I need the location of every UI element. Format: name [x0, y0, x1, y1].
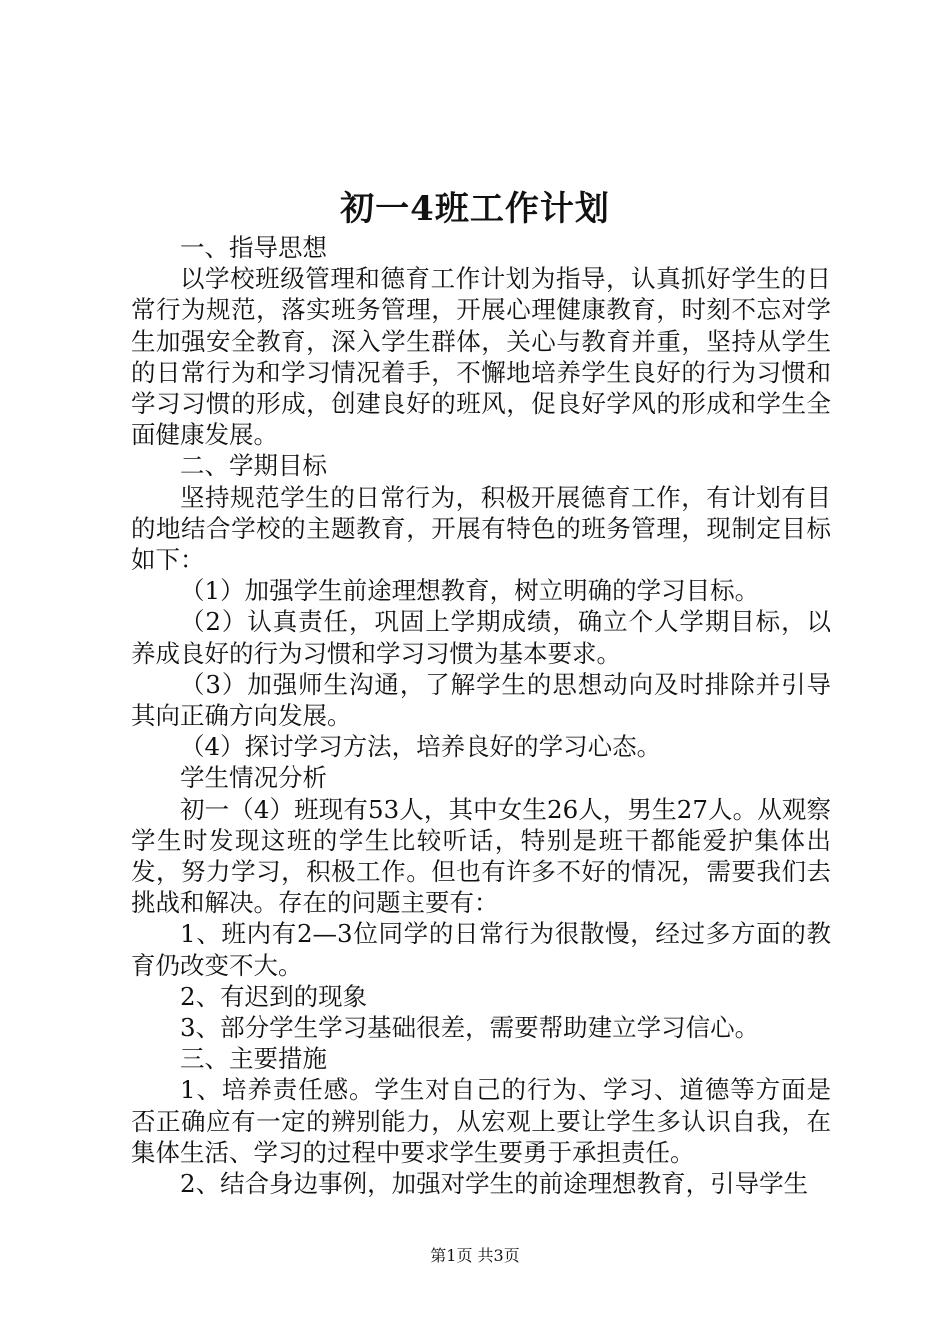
- page-footer: 第1页 共3页: [430, 1246, 520, 1265]
- paragraph-student-analysis: 初一（4）班现有53人，其中女生26人，男生27人。从观察学生时发现这班的学生比较听话，特别是班干都能爱护集体出发，努力学习，积极工作。但也有许多不好的情况，需要我们去挑战和解决。存在的问题主要有：: [131, 794, 831, 918]
- section-heading-main-measures: 三、主要措施: [180, 1044, 327, 1074]
- paragraph-semester-goals: 坚持规范学生的日常行为，积极开展德育工作，有计划有目的地结合学校的主题教育，开展有特色的班务管理，现制定目标如下：: [131, 482, 831, 575]
- problem-item-2: 2、有迟到的现象: [180, 981, 368, 1011]
- measure-item-2: 2、结合身边事例，加强对学生的前途理想教育，引导学生: [180, 1169, 809, 1199]
- paragraph-guiding-ideology: 以学校班级管理和德育工作计划为指导，认真抓好学生的日常行为规范，落实班务管理，开展心理健康教育，时刻不忘对学生加强安全教育，深入学生群体，关心与教育并重，坚持从学生的日常行为和学习情况着手，不懈地培养学生良好的行为习惯和学习习惯的形成，创建良好的班风，促良好学风的形成和学生全面健康发展。: [131, 264, 831, 450]
- problem-item-3: 3、部分学生学习基础很差，需要帮助建立学习信心。: [180, 1013, 760, 1043]
- problem-item-1: 1、班内有2—3位同学的日常行为很散慢，经过多方面的教育仍改变不大。: [131, 919, 831, 980]
- goal-item-3: （3）加强师生沟通，了解学生的思想动向及时排除并引导其向正确方向发展。: [131, 669, 831, 731]
- section-heading-semester-goals: 二、学期目标: [180, 451, 327, 481]
- goal-item-4: （4）探讨学习方法，培养良好的学习心态。: [180, 732, 662, 762]
- document-title: 初一4班工作计划: [340, 189, 610, 229]
- section-heading-guiding-ideology: 一、指导思想: [180, 233, 327, 262]
- document-body: [131, 232, 831, 1199]
- goal-item-1: （1）加强学生前途理想教育，树立明确的学习目标。: [180, 576, 760, 606]
- measure-item-1: 1、培养责任感。学生对自己的行为、学习、道德等方面是否正确应有一定的辨别能力，从宏观上要让学生多认识自我，在集体生活、学习的过程中要求学生要勇于承担责任。: [131, 1075, 831, 1167]
- section-heading-student-analysis: 学生情况分析: [180, 763, 327, 793]
- goal-item-2: （2）认真责任，巩固上学期成绩，确立个人学期目标，以养成良好的行为习惯和学习习惯为基本要求。: [131, 607, 831, 668]
